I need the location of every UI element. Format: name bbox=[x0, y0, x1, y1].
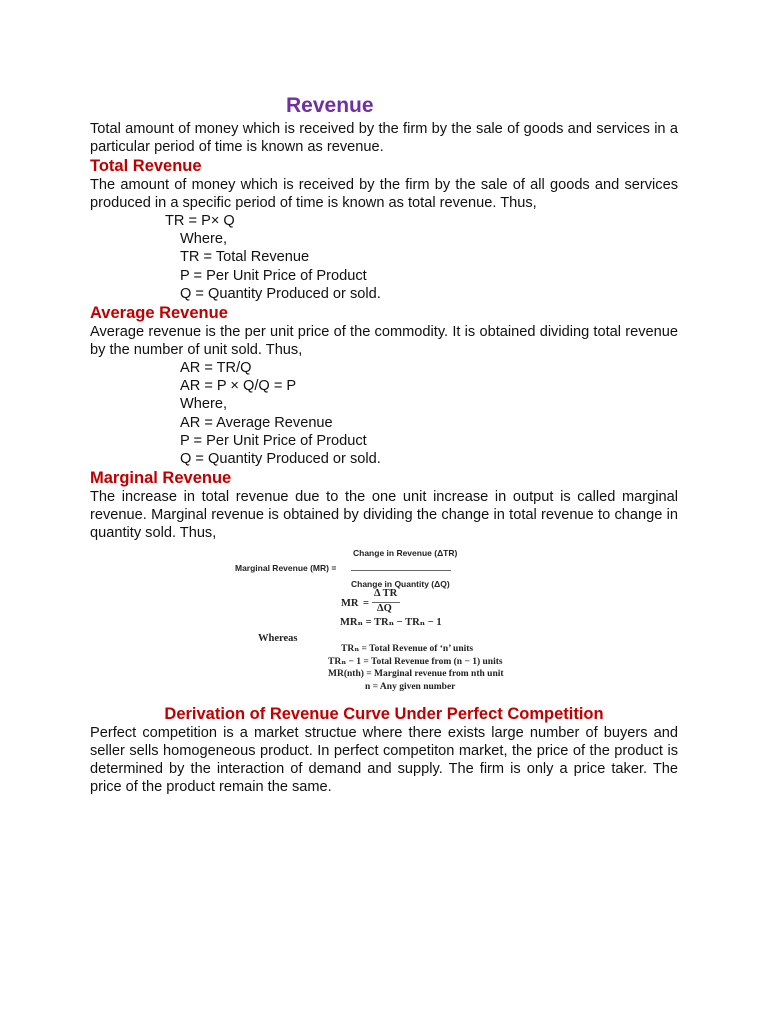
mr-lhs-label: Marginal Revenue (MR) = bbox=[235, 563, 337, 574]
delta-q-denominator: ΔQ bbox=[377, 603, 392, 615]
formula-line: AR = Average Revenue bbox=[180, 414, 333, 431]
formula-line: Where, bbox=[180, 231, 228, 248]
page-title: Revenue bbox=[286, 94, 374, 117]
intro-paragraph: Total amount of money which is received by the firm by the sale of goods and services in a particular period of time is known as revenue. bbox=[90, 121, 678, 155]
mr-denominator: Change in Quantity (ΔQ) bbox=[351, 579, 450, 590]
marginal-revenue-paragraph: The increase in total revenue due to the one unit increase in output is called marginal revenue. Marginal revenue is obtained by dividing the change in total revenue to change in quantity sold. Thus, bbox=[90, 489, 678, 542]
average-revenue-formula bbox=[90, 359, 678, 468]
whereas-label: Whereas bbox=[258, 633, 298, 645]
formula-line: TR = Total Revenue bbox=[180, 249, 310, 266]
total-revenue-heading: Total Revenue bbox=[90, 157, 202, 175]
definition-line: MR(nth) = Marginal revenue from nth unit bbox=[328, 669, 504, 680]
formula-line: P = Per Unit Price of Product bbox=[180, 267, 367, 284]
formula-line: AR = P × Q/Q = P bbox=[180, 378, 297, 395]
formula-line: P = Per Unit Price of Product bbox=[180, 432, 367, 449]
delta-tr-numerator: Δ TR bbox=[374, 588, 398, 600]
total-revenue-paragraph: The amount of money which is received by the firm by the sale of all goods and services produced in a specific period of time is known as total revenue. Thus, bbox=[90, 177, 678, 211]
mr-symbol: MR bbox=[341, 598, 359, 610]
marginal-revenue-heading: Marginal Revenue bbox=[90, 469, 232, 488]
equals-sign: = bbox=[363, 598, 369, 610]
formula-line: Q = Quantity Produced or sold. bbox=[180, 285, 381, 302]
definition-line: TRₙ − 1 = Total Revenue from (n − 1) units bbox=[328, 657, 503, 668]
total-revenue-formula bbox=[90, 212, 678, 303]
definition-line: n = Any given number bbox=[365, 682, 456, 693]
definition-line: TRₙ = Total Revenue of ‘n’ units bbox=[341, 644, 474, 655]
fraction-bar bbox=[351, 570, 451, 571]
formula-line: Q = Quantity Produced or sold. bbox=[180, 451, 381, 468]
mr-n-formula: MRₙ = TRₙ − TRₙ − 1 bbox=[340, 617, 442, 629]
marginal-revenue-formula-figure bbox=[235, 546, 535, 696]
derivation-heading: Derivation of Revenue Curve Under Perfect Competition bbox=[164, 705, 604, 724]
formula-line: Where, bbox=[180, 396, 228, 413]
derivation-paragraph: Perfect competition is a market structue where there exists large number of buyers and seller sells homogeneous product. In perfect competiton market, the price of the product is determined by the interaction of demand and supply. The firm is only a price taker. The price of the product remain the same. bbox=[90, 725, 678, 796]
formula-line: AR = TR/Q bbox=[180, 360, 252, 377]
formula-line: TR = P× Q bbox=[165, 213, 235, 229]
average-revenue-paragraph: Average revenue is the per unit price of the commodity. It is obtained dividing total revenue by the number of unit sold. Thus, bbox=[90, 324, 678, 359]
average-revenue-heading: Average Revenue bbox=[90, 304, 228, 323]
document-page bbox=[90, 92, 678, 796]
mr-numerator: Change in Revenue (ΔTR) bbox=[353, 548, 458, 559]
